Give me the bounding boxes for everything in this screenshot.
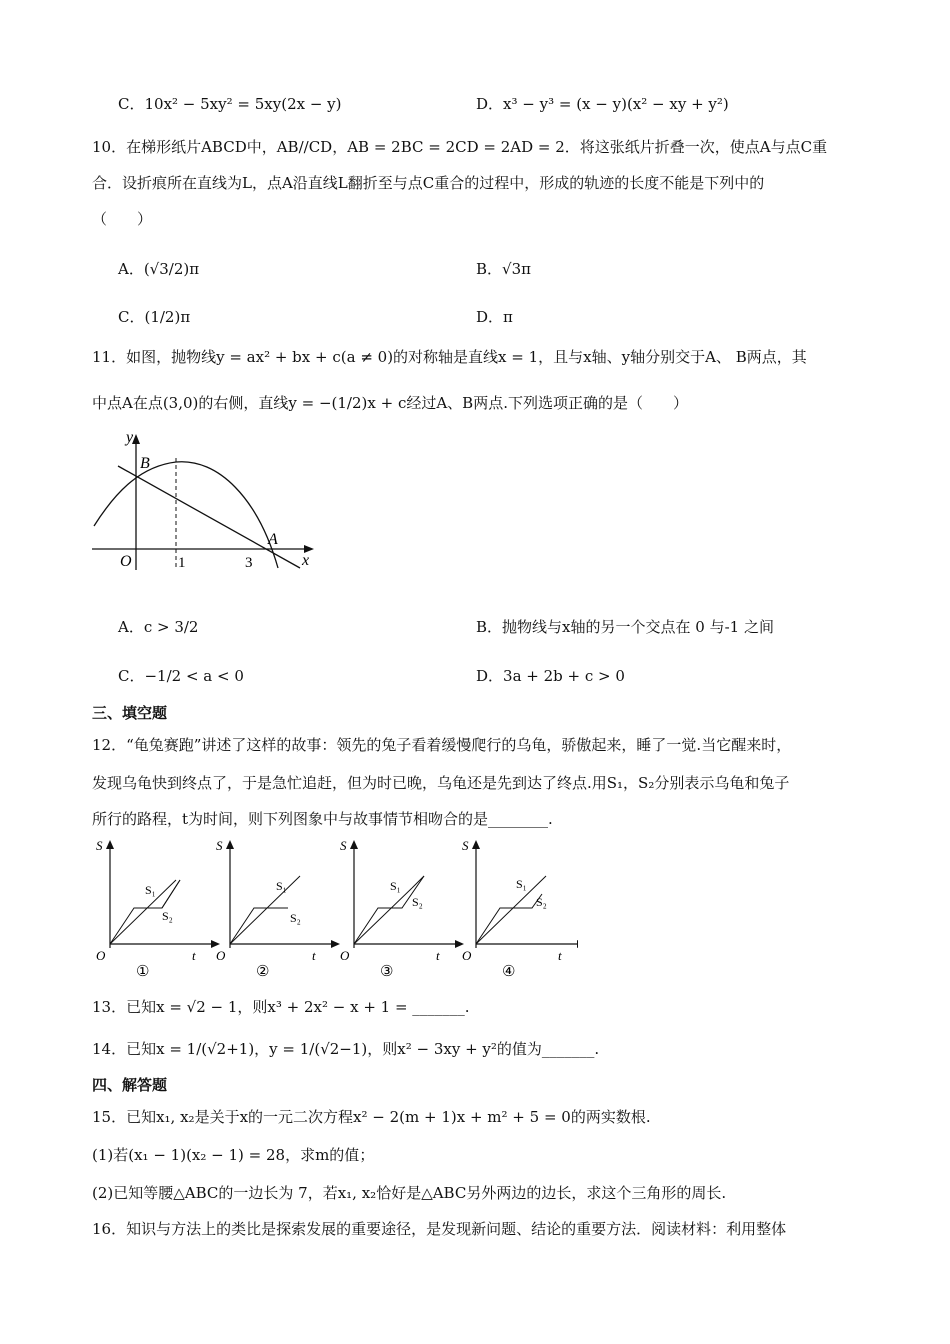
q10-line2: 合．设折痕所在直线为L，点A沿直线L翻折至与点C重合的过程中，形成的轨迹的长度不能是下列中的	[92, 174, 765, 192]
q11-parabola-figure	[88, 428, 328, 578]
q16-line1: 16．知识与方法上的类比是探索发展的重要途径，是发现新问题、结论的重要方法．阅读材料：利用整体	[92, 1220, 787, 1238]
q9-option-c: C．10x² − 5xy² = 5xy(2x − y)	[118, 95, 342, 113]
graph-2-number: ②	[256, 964, 270, 980]
q11-line2: 中点A在点(3,0)的右侧，直线y = −(1/2)x + c经过A、B两点.下列选项正确的是（ ）	[92, 394, 688, 412]
q11-option-a: A．c > 3/2	[118, 618, 199, 636]
q10-option-b: B．√3π	[476, 260, 531, 278]
graph-4-s2: S₂	[536, 895, 547, 909]
fig-point-b: B	[140, 455, 150, 472]
graph-1-s-label: S	[96, 838, 103, 853]
graph-4-s-label: S	[462, 838, 469, 853]
graph-4-t-label: t	[558, 948, 562, 963]
section-fill-blank-heading: 三、填空题	[92, 704, 168, 722]
graph-3-t-label: t	[436, 948, 440, 963]
q11-line1: 11．如图，抛物线y = ax² + bx + c(a ≠ 0)的对称轴是直线x = 1，且与x轴、y轴分别交于A、 B两点，其	[92, 348, 807, 366]
q15-line1: 15．已知x₁, x₂是关于x的一元二次方程x² − 2(m + 1)x + m² + 5 = 0的两实数根.	[92, 1108, 651, 1126]
graph-4	[462, 838, 578, 980]
graph-2-s1: S₁	[276, 879, 287, 893]
q15-part2: (2)已知等腰△ABC的一边长为 7，若x₁, x₂恰好是△ABC另外两边的边长，求这个三角形的周长.	[92, 1184, 727, 1202]
graph-1	[96, 838, 220, 980]
graph-1-s2: S₂	[162, 909, 173, 923]
graph-3-s1: S₁	[390, 879, 401, 893]
q10-option-d: D．π	[476, 308, 513, 326]
fig-origin: O	[120, 553, 132, 570]
fig-point-a: A	[268, 531, 278, 548]
graph-1-t-label: t	[192, 948, 196, 963]
q11-option-c: C．−1/2 < a < 0	[118, 667, 244, 685]
q12-line3: 所行的路程，t为时间，则下列图象中与故事情节相吻合的是________.	[92, 810, 553, 828]
q14: 14．已知x = 1/(√2+1)，y = 1/(√2−1)，则x² − 3xy + y²的值为_______.	[92, 1040, 600, 1058]
graph-4-s1: S₁	[516, 877, 527, 891]
q10-line1: 10．在梯形纸片ABCD中，AB//CD，AB = 2BC = 2CD = 2AD = 2．将这张纸片折叠一次，使点A与点C重	[92, 138, 828, 156]
graph-2-t-label: t	[312, 948, 316, 963]
q10-option-c: C．(1/2)π	[118, 308, 191, 326]
fig-tick-3: 3	[245, 555, 253, 571]
graph-1-s1: S₁	[145, 883, 156, 897]
graph-4-number: ④	[502, 964, 516, 980]
graph-3	[340, 838, 464, 980]
graph-1-number: ①	[136, 964, 150, 980]
q12-line1: 12．“龟兔赛跑”讲述了这样的故事：领先的兔子看着缓慢爬行的乌龟，骄傲起来，睡了一觉.当它醒来时，	[92, 736, 792, 754]
graph-1-o-label: O	[96, 948, 106, 963]
graph-4-o-label: O	[462, 948, 472, 963]
q15-part1: (1)若(x₁ − 1)(x₂ − 1) = 28，求m的值；	[92, 1146, 375, 1164]
q9-option-d: D．x³ − y³ = (x − y)(x² − xy + y²)	[476, 95, 729, 113]
graph-3-s-label: S	[340, 838, 347, 853]
q11-option-d: D．3a + 2b + c > 0	[476, 667, 625, 685]
fig-tick-1: 1	[178, 555, 186, 571]
q10-line3: （ ）	[92, 210, 153, 228]
graph-2-s2: S₂	[290, 911, 301, 925]
graph-3-number: ③	[380, 964, 394, 980]
fig-x-label: x	[302, 552, 310, 569]
graph-2	[216, 838, 340, 980]
q10-option-a: A．(√3/2)π	[118, 260, 200, 278]
fig-y-label: y	[126, 429, 134, 446]
graph-2-o-label: O	[216, 948, 226, 963]
graph-2-s-label: S	[216, 838, 223, 853]
q12-graphs	[88, 836, 578, 986]
section-answer-heading: 四、解答题	[92, 1076, 168, 1094]
q11-option-b: B．抛物线与x轴的另一个交点在 0 与-1 之间	[476, 618, 774, 636]
q12-line2: 发现乌龟快到终点了，于是急忙追赶，但为时已晚，乌龟还是先到达了终点.用S₁，S₂分别表示乌龟和兔子	[92, 774, 790, 792]
graph-3-o-label: O	[340, 948, 350, 963]
q13: 13．已知x = √2 − 1，则x³ + 2x² − x + 1 = _______.	[92, 998, 470, 1016]
graph-3-s2: S₂	[412, 895, 423, 909]
